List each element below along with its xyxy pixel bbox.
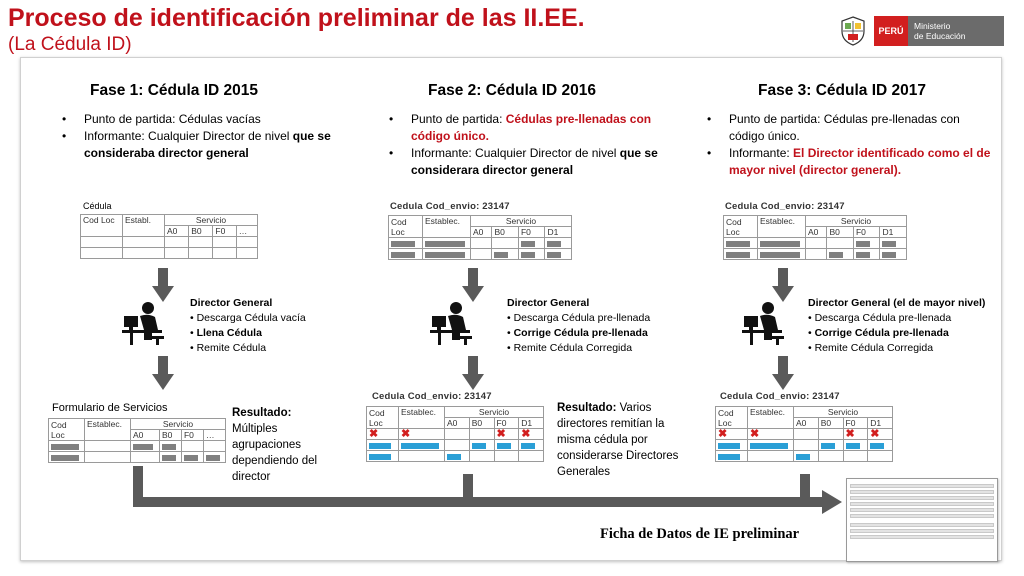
- phase1-form-table: [48, 418, 226, 463]
- phase3-result-col-codloc: [716, 407, 748, 429]
- phase2-svc-a0: A0: [471, 227, 492, 238]
- phase1-bullet-2: [58, 128, 338, 162]
- phase2-result-svc-d1: D1: [519, 418, 544, 429]
- arrow-down-icon: [462, 356, 484, 392]
- x-mark-icon: ✖: [496, 428, 506, 440]
- phase2-bullet-1-text: Punto de partida:: [411, 112, 506, 126]
- ministry-logo: [838, 15, 1004, 47]
- x-mark-icon: ✖: [718, 428, 728, 440]
- phase2-dg-step3-text: Remite Cédula Corregida: [513, 342, 633, 354]
- table-row: [716, 451, 893, 462]
- phase3-bullet-1: [703, 111, 993, 145]
- phase2-svc-b0: B0: [492, 227, 519, 238]
- phase3-dg-title: Director General (el de mayor nivel): [808, 297, 986, 309]
- phase1-col-servicio: Servicio: [165, 215, 258, 226]
- phase3-svc-b0: B0: [827, 227, 854, 238]
- x-mark-icon: ✖: [845, 428, 855, 440]
- phase1-dg-step1: • Descarga Cédula vacía: [190, 312, 306, 324]
- phase1-bullets: [58, 111, 338, 162]
- phase1-form-col-codloc-2: Loc: [51, 429, 65, 440]
- arrow-down-icon: [462, 268, 484, 304]
- phase1-form-label: Formulario de Servicios: [52, 402, 168, 414]
- phase2-title: Fase 2: Cédula ID 2016: [428, 82, 596, 99]
- table-row: [49, 441, 226, 452]
- phase2-result-text: Varios directores remitían la misma cédula por considerarse Directores Generales: [557, 402, 679, 478]
- x-mark-icon: ✖: [401, 428, 411, 440]
- phase3-result-col-servicio: Servicio: [794, 407, 893, 418]
- phase2-director-box: [507, 296, 650, 356]
- phase2-result-svc-f0: F0: [494, 418, 519, 429]
- table-row: [367, 429, 544, 440]
- phase1-form-svc-b0: B0: [159, 430, 181, 441]
- phase1-director-box: [190, 296, 306, 356]
- arrow-down-icon: [772, 268, 794, 304]
- phase1-dg-step1-text: Descarga Cédula vacía: [196, 312, 306, 324]
- phase1-svc-more: …: [236, 226, 257, 237]
- phase3-bullet-2: [703, 145, 993, 179]
- phase2-result: [557, 400, 687, 480]
- phase2-code-label-2: Cedula Cod_envio: 23147: [372, 391, 492, 402]
- phase3-result-col-codloc-1: Cod: [718, 407, 734, 418]
- phase1-bullet-1-text: Punto de partida: Cédulas vacías: [84, 112, 261, 126]
- phase3-result-table: [715, 406, 893, 462]
- peru-badge: PERÚ: [874, 16, 908, 46]
- table-row: [367, 451, 544, 462]
- phase3-dg-step3: • Remite Cédula Corregida: [808, 342, 934, 354]
- phase3-bullets: [703, 111, 993, 179]
- phase1-bullet-2-text: Informante: Cualquier Director de nivel: [84, 129, 293, 143]
- phase2-col-establ: Establec.: [423, 216, 471, 238]
- page-title: Proceso de identificación preliminar de las II.EE.: [8, 4, 585, 32]
- phase3-director-box: [808, 296, 985, 356]
- phase3-svc-a0: A0: [806, 227, 827, 238]
- phase2-bullet-2-text: Informante: Cualquier Director de nivel: [411, 146, 620, 160]
- arrow-down-icon: [152, 356, 174, 392]
- phase3-col-servicio: Servicio: [806, 216, 907, 227]
- table-row: [724, 238, 907, 249]
- phase2-result-title: Resultado:: [557, 402, 617, 414]
- phase3-title: Fase 3: Cédula ID 2017: [758, 82, 926, 99]
- person-at-computer-icon: [122, 300, 174, 346]
- phase2-bullets: [385, 111, 675, 179]
- phase3-cedula-table: [723, 215, 907, 260]
- ministry-name-line2: de Educación: [914, 31, 966, 41]
- phase1-cedula-label: Cédula: [83, 201, 112, 211]
- phase2-result-svc-a0: A0: [445, 418, 470, 429]
- phase1-result-text: Múltiples agrupaciones dependiendo del director: [232, 423, 318, 483]
- phase3-col-codloc-1: Cod: [726, 216, 742, 227]
- phase1-bullet-2-bold: que se consideraba director general: [84, 129, 331, 160]
- phase3-bullet-1-text: Punto de partida: Cédulas pre-llenadas con código único.: [729, 112, 960, 143]
- phase1-result: [232, 405, 332, 485]
- phase2-result-col-codloc: [367, 407, 399, 429]
- phase2-result-col-codloc-2: Loc: [369, 417, 383, 428]
- phase3-code-label: Cedula Cod_envio: 23147: [725, 201, 845, 212]
- phase1-dg-title: Director General: [190, 297, 273, 309]
- phase3-dg-step2: • Corrige Cédula pre-llenada: [808, 327, 949, 339]
- phase3-svc-d1: D1: [880, 227, 907, 238]
- table-row: [81, 237, 258, 248]
- phase3-col-codloc-2: Loc: [726, 226, 740, 237]
- phase3-result-svc-d1: D1: [868, 418, 893, 429]
- phase2-dg-step1-text: Descarga Cédula pre-llenada: [513, 312, 651, 324]
- phase3-result-svc-b0: B0: [818, 418, 843, 429]
- phase2-result-col-establ: Establec.: [399, 407, 445, 429]
- phase1-cedula-table: [80, 214, 258, 259]
- x-mark-icon: ✖: [521, 428, 531, 440]
- table-row: [367, 440, 544, 451]
- phase1-form-svc-a0: A0: [131, 430, 160, 441]
- phase3-dg-step3-text: Remite Cédula Corregida: [814, 342, 934, 354]
- phase2-col-servicio: Servicio: [471, 216, 572, 227]
- phase1-svc-b0: B0: [189, 226, 213, 237]
- phase3-bullet-2-highlight: El Director identificado como el de mayor nivel (director general).: [729, 146, 991, 177]
- page-subtitle: (La Cédula ID): [8, 34, 132, 55]
- phase3-result-col-establ: Establec.: [748, 407, 794, 429]
- phase3-dg-step1-text: Descarga Cédula pre-llenada: [814, 312, 952, 324]
- arrow-down-icon: [152, 268, 174, 304]
- phase1-form-svc-more: …: [203, 430, 225, 441]
- phase1-form-col-establ: Establec.: [85, 419, 131, 441]
- table-row: [389, 249, 572, 260]
- phase1-form-svc-f0: F0: [181, 430, 203, 441]
- person-at-computer-icon: [742, 300, 794, 346]
- phase1-dg-step2: • Llena Cédula: [190, 327, 262, 339]
- ministry-name-line1: Ministerio: [914, 21, 951, 31]
- phase1-result-title: Resultado:: [232, 407, 292, 419]
- phase1-dg-step3: • Remite Cédula: [190, 342, 267, 354]
- table-row: [389, 238, 572, 249]
- table-row: [716, 429, 893, 440]
- phase3-result-svc-a0: A0: [794, 418, 819, 429]
- phase3-result-svc-f0: F0: [843, 418, 868, 429]
- ficha-document-thumbnail: [846, 478, 998, 562]
- table-row: [49, 452, 226, 463]
- phase2-code-label: Cedula Cod_envio: 23147: [390, 201, 510, 212]
- arrow-down-icon: [772, 356, 794, 392]
- phase1-svc-f0: F0: [213, 226, 236, 237]
- arrow-right-icon: [822, 490, 842, 514]
- phase3-col-codloc: [724, 216, 758, 238]
- phase2-result-col-servicio: Servicio: [445, 407, 544, 418]
- phase2-col-codloc: [389, 216, 423, 238]
- coat-of-arms-icon: [838, 15, 868, 47]
- phase2-bullet-1: [385, 111, 675, 145]
- phase2-result-table: [366, 406, 544, 462]
- phase2-dg-step2-text: Corrige Cédula pre-llenada: [513, 327, 648, 339]
- phase1-form-col-codloc-1: Cod: [51, 419, 67, 430]
- phase1-dg-step3-text: Remite Cédula: [196, 342, 267, 354]
- x-mark-icon: ✖: [750, 428, 760, 440]
- table-row: [81, 248, 258, 259]
- x-mark-icon: ✖: [369, 428, 379, 440]
- phase2-bullet-2: [385, 145, 675, 179]
- phase2-dg-step3: • Remite Cédula Corregida: [507, 342, 633, 354]
- phase2-cedula-table: [388, 215, 572, 260]
- phase3-bullet-2-text: Informante:: [729, 146, 794, 160]
- phase1-form-col-codloc: [49, 419, 85, 441]
- phase2-svc-f0: F0: [518, 227, 545, 238]
- phase1-bullet-1: [58, 111, 338, 128]
- phase2-result-col-codloc-1: Cod: [369, 407, 385, 418]
- phase1-form-col-servicio: Servicio: [131, 419, 226, 430]
- phase3-code-label-2: Cedula Cod_envio: 23147: [720, 391, 840, 402]
- phase2-bullet-1-highlight: Cédulas pre-llenadas con código único.: [411, 112, 652, 143]
- phase1-svc-a0: A0: [165, 226, 189, 237]
- phase3-dg-step2-text: Corrige Cédula pre-llenada: [814, 327, 949, 339]
- phase2-svc-d1: D1: [545, 227, 572, 238]
- phase2-col-codloc-1: Cod: [391, 216, 407, 227]
- phase3-dg-step1: • Descarga Cédula pre-llenada: [808, 312, 952, 324]
- phase2-result-svc-b0: B0: [469, 418, 494, 429]
- ficha-label: Ficha de Datos de IE preliminar: [600, 526, 800, 542]
- phase1-dg-step2-text: Llena Cédula: [196, 327, 262, 339]
- phase3-result-col-codloc-2: Loc: [718, 417, 732, 428]
- phase2-col-codloc-2: Loc: [391, 226, 405, 237]
- phase3-svc-f0: F0: [853, 227, 880, 238]
- ministry-name: [908, 16, 1004, 46]
- phase2-bullet-2-bold: que se considerara director general: [411, 146, 658, 177]
- person-at-computer-icon: [430, 300, 482, 346]
- table-row: [724, 249, 907, 260]
- table-row: [716, 440, 893, 451]
- phase2-dg-step2: • Corrige Cédula pre-llenada: [507, 327, 648, 339]
- phase1-title: Fase 1: Cédula ID 2015: [90, 82, 258, 99]
- phase1-col-establ: Establ.: [123, 215, 165, 237]
- phase1-col-codloc: Cod Loc: [81, 215, 123, 237]
- connector-line: [133, 497, 823, 507]
- x-mark-icon: ✖: [870, 428, 880, 440]
- phase2-dg-step1: • Descarga Cédula pre-llenada: [507, 312, 651, 324]
- phase3-col-establ: Establec.: [758, 216, 806, 238]
- phase2-dg-title: Director General: [507, 297, 590, 309]
